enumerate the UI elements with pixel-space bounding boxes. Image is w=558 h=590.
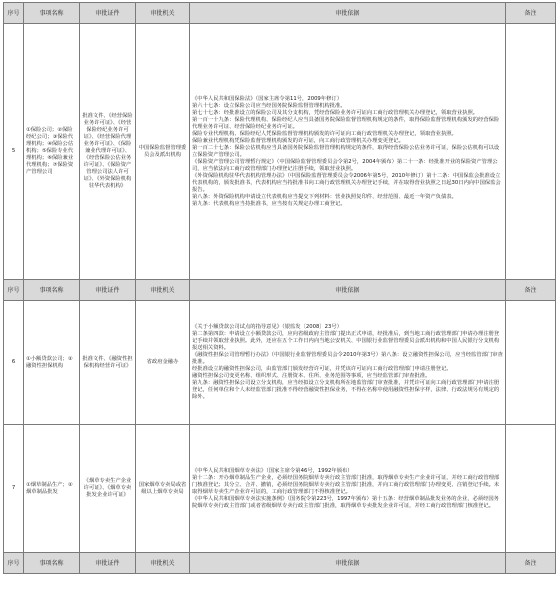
remark — [506, 301, 556, 425]
header-item-name: 事项名称 — [24, 280, 80, 301]
header-no: 序号 — [4, 553, 24, 574]
row-number: 5 — [4, 24, 24, 280]
basis-line: 《外资保险机构驻华代表机构管理办法》（中国保险监督管理委员会令2006年第5号，2010年修订）第十二条：中国保监会批准设立代表机构的，颁发批准书，代表机构应当持批准书向工商行政管理机关办理登记手续，并在取得营业执照之日起30日内向中国保监会报告。 — [192, 172, 501, 193]
basis-line: 《保险资产管理公司管理暂行规定》（中国保险监督管理委员会令第2号，2004年颁布）第二十一条：经批准开业的保险资产管理公司，应当依法向工商行政管理部门办理登记注册手续，领取营业执照。 — [192, 158, 498, 172]
remark — [506, 24, 556, 280]
basis-line: 第七十七条：经批准设立的保险公司及其分支机构，凭经营保险业务许可证向工商行政管理机关办理登记，领取营业执照。 — [192, 109, 479, 116]
basis-line: 第九条：代表机构应当持批准书，应当按有关规定办理工商登记。 — [192, 200, 346, 207]
certificates: 批准文件、《经营保险业务许可证》、《经营保险经纪业务许可证》、《经营保险代理业务许可证》、《保险兼业代理许可证》、《经营保险公估业务许可证》、《保险资产管理公司法人许可证》、《外资保险机构驻华代表机构》 — [80, 24, 136, 280]
header-authority: 审批机关 — [136, 553, 190, 574]
basis-line: 经批准设立的融资性担保公司，由监管部门颁发经营许可证，并凭该许可证向工商行政管理部门申请注册登记。 — [192, 366, 452, 372]
header-authority: 审批机关 — [136, 280, 190, 301]
table-row — [4, 301, 556, 425]
basis-line: 《融资性担保公司管理暂行办法》（中国银行业监督管理委员会令2010年第3号）第八条：设立融资性担保公司，应当经监管部门审查批准。 — [192, 352, 503, 365]
header-row-2 — [4, 280, 556, 301]
basis-line: 第一百一十九条：保险代理机构、保险经纪人应当具备国务院保险监督管理机构规定的条件，取得保险监督管理机构颁发的经营保险代理业务许可证、经营保险经纪业务许可证。 — [192, 116, 500, 130]
header-row-1 — [4, 3, 556, 24]
header-certificate: 审批证件 — [80, 280, 136, 301]
header-no: 序号 — [4, 3, 24, 24]
basis-line: 融资性担保公司变更名称、组织形式、注册资本、住所、业务范围等事项，应当经监管部门审查批准。 — [192, 373, 431, 379]
header-no: 序号 — [4, 280, 24, 301]
approval-basis — [190, 301, 506, 425]
basis-line: 《中华人民共和国保险法》（国家主席令第11号，2009年修订） — [192, 95, 342, 102]
approving-authority: 国家烟草专卖局或省级以上烟草专卖局 — [136, 425, 190, 553]
approval-table — [3, 2, 556, 574]
basis-line: 第十二条：开办烟草制品生产企业，必须经国务院烟草专卖行政主管部门批准，取得烟草专卖生产企业许可证，并经工商行政管理部门核准登记；其分立、合并、撤销，必须经国务院烟草专卖行政主管部门批准，并向工商行政管理部门办理变更、注销登记手续。未取得烟草专卖生产企业许可证的，工商行政管理部门不得核准登记。 — [192, 474, 500, 495]
header-certificate: 审批证件 — [80, 3, 136, 24]
item-names: ①烟草制品生产；②烟草制品批发 — [24, 425, 80, 553]
basis-line: 《关于小额贷款公司试点的指导意见》（银监发〔2008〕23号） — [192, 324, 342, 330]
table-row — [4, 24, 556, 280]
basis-line: 第二条第四款：申请设立小额贷款公司，应向省级政府主管部门提出正式申请，经批准后，到当地工商行政管理部门申请办理注册登记手续并领取营业执照。此外，还应在五个工作日内向当地公安机关、中国银行业监督管理委员会派出机构和中国人民银行分支机构报送相关资料。 — [192, 331, 500, 351]
basis-line: 第一百二十七条：保险公估机构应当具备国务院保险监督管理机构规定的条件，取得经营保险公估业务许可证，保险公估机构可以设立保险资产管理公司。 — [192, 144, 500, 158]
basis-line: 《中华人民共和国烟草专卖法》（国家主席令第46号，1992年颁布） — [192, 467, 353, 474]
header-remark: 备注 — [506, 3, 556, 24]
header-basis: 审批依据 — [190, 3, 506, 24]
header-basis: 审批依据 — [190, 280, 506, 301]
header-certificate: 审批证件 — [80, 553, 136, 574]
basis-line: 第九条：融资性担保公司设立分支机构，应当经拟设立分支机构所在地监管部门审查批准，并凭许可证向工商行政管理部门申请注册登记，任何单位和个人未经监管部门批准不得经营融资性担保业务，不得在名称中使用融资性担保字样，法律、行政法规另有规定的除外。 — [192, 380, 500, 400]
item-names: ①小额贷款公司；②融资性担保机构 — [24, 301, 80, 425]
header-item-name: 事项名称 — [24, 3, 80, 24]
remark — [506, 425, 556, 553]
basis-line: 保险兼业代理机构凭保险监督管理机构颁发的许可证，向工商行政管理机关办理变更登记。 — [192, 137, 404, 144]
row-number: 6 — [4, 301, 24, 425]
row-number: 7 — [4, 425, 24, 553]
certificates: 《烟草专卖生产企业许可证》、《烟草专卖批发企业许可证》 — [80, 425, 136, 553]
basis-line: 《中华人民共和国烟草专卖法实施条例》（国务院令第223号，1997年颁布）第十五条：经营烟草制品批发业务的企业，必须经国务院烟草专卖行政主管部门或者省级烟草专卖行政主管部门批准，取得烟草专卖批发企业许可证，并经工商行政管理部门核准登记。 — [192, 495, 499, 509]
header-authority: 审批机关 — [136, 3, 190, 24]
header-remark: 备注 — [506, 553, 556, 574]
basis-line: 第六十七条：设立保险公司应当经国务院保险监督管理机构批准。 — [192, 102, 346, 109]
table-row — [4, 425, 556, 553]
header-basis: 审批依据 — [190, 553, 506, 574]
header-remark: 备注 — [506, 280, 556, 301]
basis-line: 保险专业代理机构、保险经纪人凭保险监督管理机构颁发的许可证向工商行政管理机关办理登记，领取营业执照。 — [192, 130, 457, 137]
item-names: ①保险公司；②保险经纪公司；③保险代理机构；④保险公估机构；⑤保险专业代理机构；⑥保险兼业代理机构；⑦保险资产管理公司 — [24, 24, 80, 280]
certificates: 批准文件、《融资性担保机构经营许可证》 — [80, 301, 136, 425]
approving-authority: 省政府金融办 — [136, 301, 190, 425]
header-item-name: 事项名称 — [24, 553, 80, 574]
approval-basis — [190, 425, 506, 553]
basis-line: 第八条：外资保险机构申请设立代表机构应当提交下列材料：营业执照复印件、经营范围、最近一年资产负债表。 — [192, 193, 457, 200]
approval-basis — [190, 24, 506, 280]
header-row-3 — [4, 553, 556, 574]
approving-authority: 中国保险监督管理委员会及派出机构 — [136, 24, 190, 280]
